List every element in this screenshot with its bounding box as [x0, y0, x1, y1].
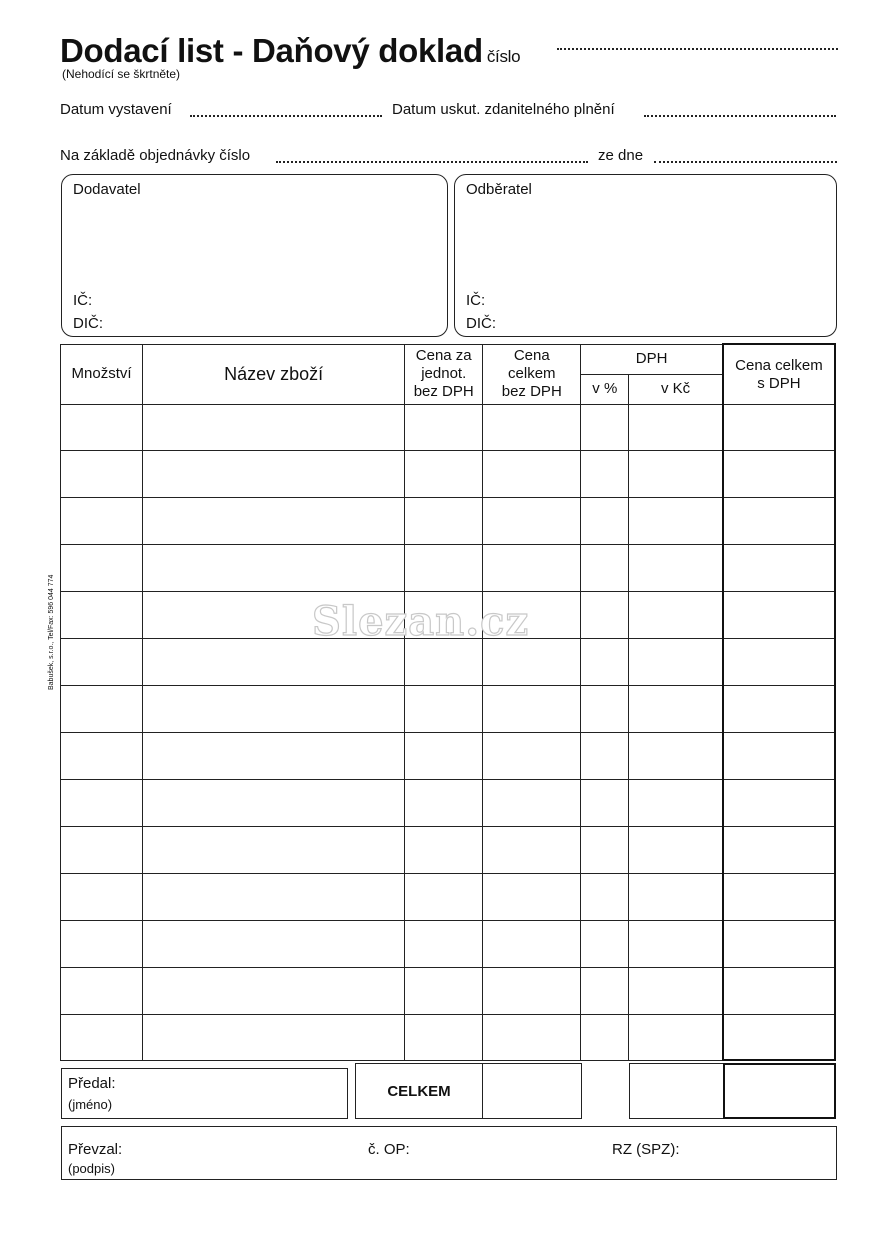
- cell-total-no-vat[interactable]: [483, 967, 581, 1014]
- cell-unit-price[interactable]: [405, 920, 483, 967]
- cell-total-no-vat[interactable]: [483, 1014, 581, 1060]
- title-number-label: číslo: [486, 47, 521, 66]
- header-total-no-vat: [483, 344, 581, 404]
- cell-total-with-vat[interactable]: [723, 967, 835, 1014]
- customer-dic-label: DIČ:: [466, 315, 496, 332]
- cell-item-name[interactable]: [143, 920, 405, 967]
- cell-quantity[interactable]: [61, 873, 143, 920]
- customer-label: Odběratel: [466, 181, 532, 198]
- received-label: Převzal:: [68, 1141, 123, 1158]
- cell-vat-czk[interactable]: [629, 779, 723, 826]
- total-label-cell: [355, 1063, 483, 1119]
- receiver-box[interactable]: [61, 1126, 837, 1180]
- cell-total-no-vat[interactable]: [483, 779, 581, 826]
- table-row: [61, 638, 836, 685]
- cell-vat-percent[interactable]: [581, 779, 629, 826]
- cell-total-no-vat[interactable]: [483, 544, 581, 591]
- item-rows: [61, 404, 836, 1060]
- header-total-no-vat-line1: Cena: [513, 347, 550, 364]
- cell-total-no-vat[interactable]: [483, 826, 581, 873]
- cell-total-no-vat[interactable]: [483, 450, 581, 497]
- cell-total-with-vat[interactable]: [723, 732, 835, 779]
- cell-item-name[interactable]: [143, 497, 405, 544]
- total-divider: [581, 1063, 582, 1119]
- cell-quantity[interactable]: [61, 1014, 143, 1060]
- supplier-label: Dodavatel: [73, 181, 141, 198]
- handed-over-box[interactable]: [61, 1068, 348, 1119]
- cell-total-with-vat[interactable]: [723, 591, 835, 638]
- table-row: [61, 685, 836, 732]
- printer-side-text: Babušek, s.r.o., Tel/Fax: 596 044 774: [48, 574, 55, 690]
- cell-total-with-vat[interactable]: [723, 1014, 835, 1060]
- table-row: [61, 920, 836, 967]
- header-unit-price: [405, 344, 483, 404]
- cell-vat-czk[interactable]: [629, 591, 723, 638]
- table-row: [61, 873, 836, 920]
- cell-quantity[interactable]: [61, 497, 143, 544]
- taxable-date-label: Datum uskut. zdanitelného plnění: [392, 101, 615, 118]
- cell-item-name[interactable]: [143, 404, 405, 450]
- cell-unit-price[interactable]: [405, 544, 483, 591]
- cell-quantity[interactable]: [61, 450, 143, 497]
- cell-vat-czk[interactable]: [629, 732, 723, 779]
- order-date-dotted-line[interactable]: [654, 161, 837, 163]
- customer-ic-label: IČ:: [466, 292, 486, 309]
- cell-total-no-vat[interactable]: [483, 638, 581, 685]
- cell-item-name[interactable]: [143, 685, 405, 732]
- cross-out-note: (Nehodící se škrtněte): [62, 67, 181, 81]
- issue-date-dotted-line[interactable]: [190, 115, 382, 117]
- cell-total-with-vat[interactable]: [723, 544, 835, 591]
- cell-total-with-vat[interactable]: [723, 826, 835, 873]
- cell-unit-price[interactable]: [405, 1014, 483, 1060]
- cell-vat-percent[interactable]: [581, 967, 629, 1014]
- table-row: [61, 779, 836, 826]
- table-row: [61, 1014, 836, 1060]
- supplier-box[interactable]: [61, 174, 448, 337]
- number-dotted-line[interactable]: [557, 48, 838, 50]
- document-title: [60, 32, 520, 70]
- cell-vat-percent[interactable]: [581, 1014, 629, 1060]
- plate-label: RZ (SPZ):: [612, 1141, 680, 1158]
- cell-total-no-vat[interactable]: [483, 404, 581, 450]
- cell-item-name[interactable]: [143, 732, 405, 779]
- table-row: [61, 450, 836, 497]
- cell-unit-price[interactable]: [405, 685, 483, 732]
- cell-vat-percent[interactable]: [581, 920, 629, 967]
- cell-quantity[interactable]: [61, 967, 143, 1014]
- header-unit-price-line1: Cena za: [415, 347, 472, 364]
- handed-over-label: Předal:: [68, 1075, 116, 1092]
- cell-unit-price[interactable]: [405, 873, 483, 920]
- cell-item-name[interactable]: [143, 544, 405, 591]
- cell-quantity[interactable]: [61, 732, 143, 779]
- header-total-with-vat-line2: s DPH: [757, 375, 801, 392]
- cell-item-name[interactable]: [143, 1014, 405, 1060]
- table-row: [61, 732, 836, 779]
- cell-vat-czk[interactable]: [629, 638, 723, 685]
- supplier-ic-label: IČ:: [73, 292, 93, 309]
- cell-total-with-vat[interactable]: [723, 450, 835, 497]
- order-number-dotted-line[interactable]: [276, 161, 588, 163]
- cell-vat-percent[interactable]: [581, 591, 629, 638]
- cell-vat-percent[interactable]: [581, 544, 629, 591]
- cell-total-with-vat[interactable]: [723, 873, 835, 920]
- cell-total-with-vat[interactable]: [723, 638, 835, 685]
- cell-quantity[interactable]: [61, 638, 143, 685]
- cell-total-with-vat[interactable]: [723, 779, 835, 826]
- title-text: Dodací list - Daňový doklad: [60, 32, 483, 69]
- cell-vat-czk[interactable]: [629, 1014, 723, 1060]
- cell-vat-czk[interactable]: [629, 404, 723, 450]
- header-total-with-vat: [723, 344, 835, 404]
- cell-vat-percent[interactable]: [581, 638, 629, 685]
- cell-item-name[interactable]: [143, 779, 405, 826]
- table-row: [61, 544, 836, 591]
- cell-vat-czk[interactable]: [629, 685, 723, 732]
- table-row: [61, 404, 836, 450]
- customer-box[interactable]: [454, 174, 837, 337]
- id-card-label: č. OP:: [368, 1141, 410, 1158]
- cell-item-name[interactable]: [143, 826, 405, 873]
- total-no-vat-cell[interactable]: [482, 1063, 582, 1119]
- header-vat-czk: v Kč: [629, 374, 723, 404]
- header-total-no-vat-line3: bez DPH: [501, 383, 562, 400]
- cell-total-with-vat[interactable]: [723, 404, 835, 450]
- cell-vat-czk[interactable]: [629, 450, 723, 497]
- header-quantity: Množství: [61, 344, 143, 404]
- cell-unit-price[interactable]: [405, 497, 483, 544]
- cell-total-no-vat[interactable]: [483, 920, 581, 967]
- table-row: [61, 826, 836, 873]
- order-number-label: Na základě objednávky číslo: [60, 147, 251, 164]
- cell-total-with-vat[interactable]: [723, 685, 835, 732]
- cell-quantity[interactable]: [61, 544, 143, 591]
- header-vat: DPH: [581, 344, 723, 374]
- cell-total-with-vat[interactable]: [723, 497, 835, 544]
- header-vat-percent: v %: [581, 374, 629, 404]
- cell-quantity[interactable]: [61, 404, 143, 450]
- cell-vat-czk[interactable]: [629, 873, 723, 920]
- cell-quantity[interactable]: [61, 591, 143, 638]
- cell-quantity[interactable]: [61, 826, 143, 873]
- cell-unit-price[interactable]: [405, 404, 483, 450]
- table-row: [61, 497, 836, 544]
- cell-vat-czk[interactable]: [629, 544, 723, 591]
- header-total-no-vat-line2: celkem: [508, 365, 556, 382]
- table-row: [61, 967, 836, 1014]
- header-item-name: Název zboží: [143, 344, 405, 404]
- cell-item-name[interactable]: [143, 873, 405, 920]
- cell-vat-czk[interactable]: [629, 967, 723, 1014]
- cell-vat-percent[interactable]: [581, 404, 629, 450]
- cell-unit-price[interactable]: [405, 779, 483, 826]
- cell-total-no-vat[interactable]: [483, 873, 581, 920]
- cell-total-no-vat[interactable]: [483, 732, 581, 779]
- taxable-date-dotted-line[interactable]: [644, 115, 836, 117]
- cell-vat-czk[interactable]: [629, 826, 723, 873]
- cell-item-name[interactable]: [143, 638, 405, 685]
- watermark: Slezan.cz: [312, 598, 530, 645]
- cell-total-no-vat[interactable]: [483, 497, 581, 544]
- cell-vat-percent[interactable]: [581, 450, 629, 497]
- cell-vat-czk[interactable]: [629, 920, 723, 967]
- cell-item-name[interactable]: [143, 450, 405, 497]
- order-date-label: ze dne: [598, 147, 644, 164]
- cell-unit-price[interactable]: [405, 826, 483, 873]
- cell-vat-percent[interactable]: [581, 685, 629, 732]
- header-unit-price-line2: jednot.: [421, 365, 467, 382]
- supplier-dic-label: DIČ:: [73, 315, 103, 332]
- total-with-vat-cell[interactable]: [723, 1063, 836, 1119]
- cell-unit-price[interactable]: [405, 450, 483, 497]
- cell-unit-price[interactable]: [405, 638, 483, 685]
- cell-quantity[interactable]: [61, 779, 143, 826]
- header-unit-price-line3: bez DPH: [413, 383, 474, 400]
- items-table: [60, 343, 836, 1061]
- total-label: CELKEM: [387, 1082, 451, 1100]
- header-total-with-vat-line1: Cena celkem: [735, 357, 823, 374]
- cell-total-with-vat[interactable]: [723, 920, 835, 967]
- received-sub: (podpis): [68, 1161, 115, 1176]
- cell-vat-czk[interactable]: [629, 497, 723, 544]
- cell-quantity[interactable]: [61, 920, 143, 967]
- handed-over-sub: (jméno): [68, 1097, 113, 1112]
- cell-vat-percent[interactable]: [581, 826, 629, 873]
- cell-quantity[interactable]: [61, 685, 143, 732]
- total-vat-cell[interactable]: [629, 1063, 724, 1119]
- cell-unit-price[interactable]: [405, 967, 483, 1014]
- cell-unit-price[interactable]: [405, 732, 483, 779]
- cell-vat-percent[interactable]: [581, 873, 629, 920]
- cell-vat-percent[interactable]: [581, 497, 629, 544]
- cell-vat-percent[interactable]: [581, 732, 629, 779]
- issue-date-label: Datum vystavení: [60, 101, 172, 118]
- cell-item-name[interactable]: [143, 967, 405, 1014]
- cell-total-no-vat[interactable]: [483, 685, 581, 732]
